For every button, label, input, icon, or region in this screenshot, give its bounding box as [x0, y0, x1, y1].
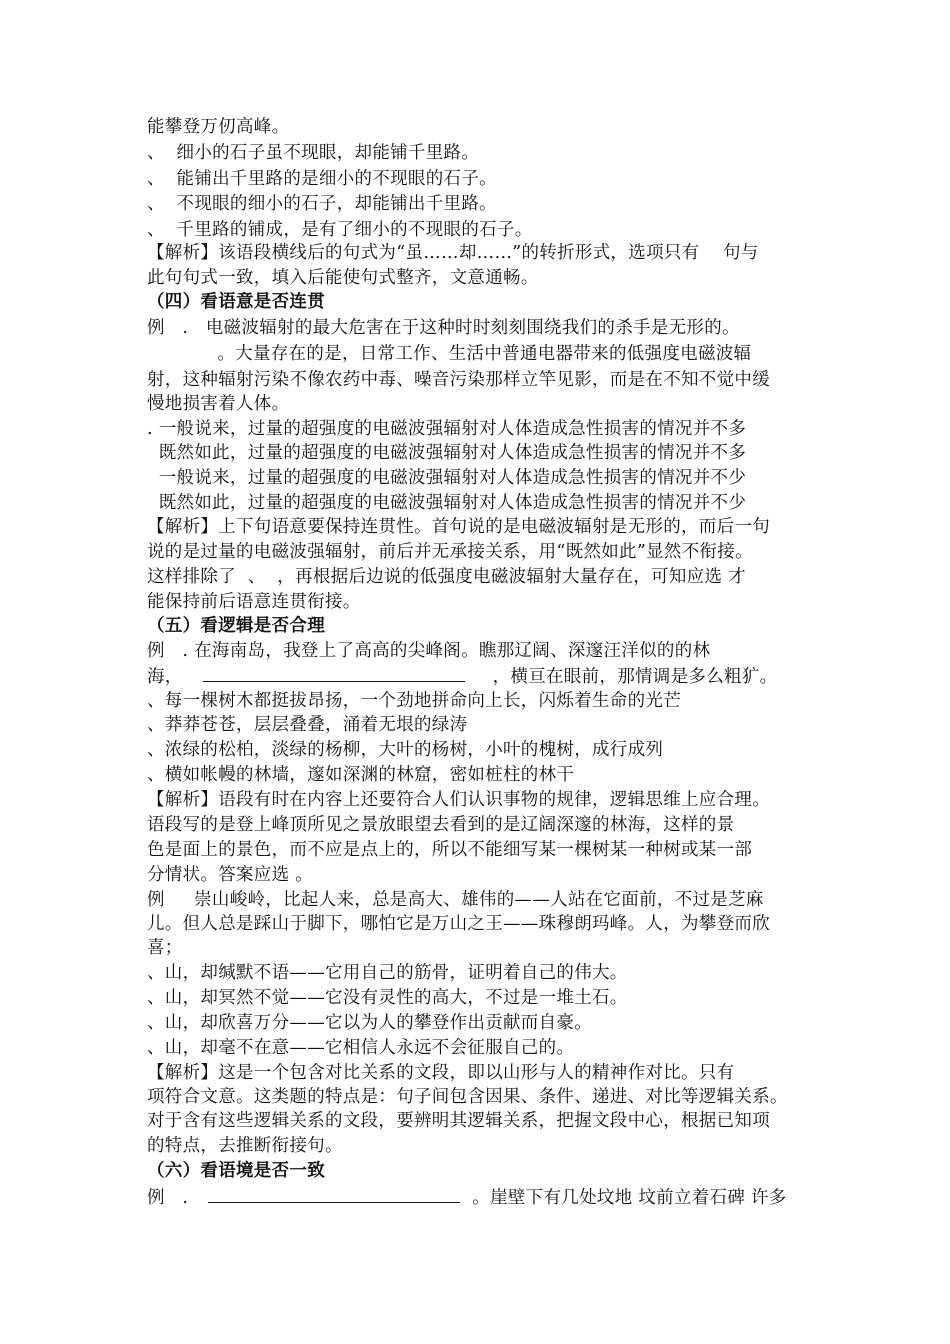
- option-line: 、横如帐幔的林墙，邃如深渊的林窟，密如桩柱的林干: [147, 765, 575, 785]
- option-line: 、山，却毫不在意——它相信人永远不会征服自己的。: [147, 1038, 575, 1058]
- analysis-line: 【解析】这是一个包含对比关系的文段，即以山形与人的精神作对比。只有: [147, 1063, 735, 1083]
- analysis-line: 项符合文意。这类题的特点是：句子间包含因果、条件、递进、对比等逻辑关系。: [147, 1087, 788, 1107]
- text-line: 能攀登万仞高峰。: [147, 117, 290, 137]
- analysis-line: 的特点，去推断衔接句。: [147, 1136, 343, 1156]
- option-line: 一般说来，过量的超强度的电磁波强辐射对人体造成急性损害的情况并不少: [147, 468, 747, 488]
- text-line: 儿。但人总是踩山于脚下，哪怕它是万山之王——珠穆朗玛峰。人，为攀登而欣: [147, 914, 770, 934]
- section-heading: （六）看语境是否一致: [147, 1161, 325, 1181]
- option-line: . 一般说来，过量的超强度的电磁波强辐射对人体造成急性损害的情况并不多: [147, 419, 747, 439]
- analysis-line: 语段写的是登上峰顶所见之景放眼望去看到的是辽阔深邃的林海，这样的景: [147, 815, 735, 835]
- option-line: 、莽莽苍苍，层层叠叠，涌着无垠的绿涛: [147, 715, 468, 735]
- option-line: 、山，却缄默不语——它用自己的筋骨，证明着自己的伟大。: [147, 963, 628, 983]
- example-line: 例 . 在海南岛，我登上了高高的尖峰阁。瞧那辽阔、深邃汪洋似的的林: [147, 641, 711, 661]
- analysis-line: 能保持前后语意连贯衔接。: [147, 592, 361, 612]
- analysis-line: 此句句式一致，填入后能使句式整齐，文意通畅。: [147, 268, 539, 288]
- option-line: 既然如此，过量的超强度的电磁波强辐射对人体造成急性损害的情况并不少: [147, 493, 747, 513]
- section-heading: （四）看语意是否连贯: [147, 292, 325, 312]
- analysis-line: 【解析】语段有时在内容上还要符合人们认识事物的规律，逻辑思维上应合理。: [147, 790, 770, 810]
- analysis-line: 这样排除了 、 ，再根据后边说的低强度电磁波辐射大量存在，可知应选 才: [147, 567, 746, 587]
- analysis-line: 【解析】该语段横线后的句式为“虽……却……”的转折形式，选项只有 句与: [147, 243, 759, 263]
- analysis-line: 说的是过量的电磁波强辐射，前后并无承接关系，用“既然如此”显然不衔接。: [147, 542, 753, 562]
- option-line: 、每一棵树木都挺拔昂扬，一个劲地拼命向上长，闪烁着生命的光芒: [147, 691, 681, 711]
- text-line: 喜；: [147, 938, 183, 958]
- option-line: 、山，却冥然不觉——它没有灵性的高大，不过是一堆土石。: [147, 988, 628, 1008]
- option-line: 、 能铺出千里路的是细小的不现眼的石子。: [147, 169, 497, 189]
- analysis-line: 分情状。答案应选 。: [147, 865, 314, 885]
- analysis-line: 对于含有这些逻辑关系的文段，要辨明其逻辑关系，把握文段中心，根据已知项: [147, 1111, 770, 1131]
- text-line: 海， ，横亘在眼前，那情调是多么粗犷。: [147, 663, 777, 690]
- text-line: 慢地损害着人体。: [147, 394, 290, 414]
- option-line: 、山，却欣喜万分——它以为人的攀登作出贡献而自豪。: [147, 1013, 592, 1033]
- answer-blank: [208, 1184, 460, 1203]
- option-line: 、 不现眼的细小的石子，却能铺出千里路。: [147, 194, 497, 214]
- example-line: 例 . 。崖壁下有几处坟地 坟前立着石碑 许多: [147, 1184, 787, 1211]
- example-line: 例 . 电磁波辐射的最大危害在于这种时时刻刻围绕我们的杀手是无形的。: [147, 318, 740, 338]
- analysis-line: 【解析】上下句语意要保持连贯性。首句说的是电磁波辐射是无形的，而后一句: [147, 517, 770, 537]
- text-line: 。大量存在的是，日常工作、生活中普通电器带来的低强度电磁波辐: [147, 344, 752, 364]
- option-line: 、 千里路的铺成，是有了细小的不现眼的石子。: [147, 220, 533, 240]
- section-heading: （五）看逻辑是否合理: [147, 616, 325, 636]
- option-line: 既然如此，过量的超强度的电磁波强辐射对人体造成急性损害的情况并不多: [147, 443, 747, 463]
- option-line: 、 细小的石子虽不现眼，却能铺千里路。: [147, 143, 480, 163]
- example-line: 例 崇山峻岭，比起人来，总是高大、雄伟的——人站在它面前，不过是芝麻: [147, 890, 764, 910]
- analysis-line: 色是面上的景色，而不应是点上的，所以不能细写某一棵树某一种树或某一部: [147, 840, 753, 860]
- answer-blank: [203, 663, 465, 682]
- option-line: 、浓绿的松柏，淡绿的杨柳，大叶的杨树，小叶的槐树，成行成列: [147, 740, 664, 760]
- text-line: 射，这种辐射污染不像农药中毒、噪音污染那样立竿见影，而是在不知不觉中缓: [147, 370, 770, 390]
